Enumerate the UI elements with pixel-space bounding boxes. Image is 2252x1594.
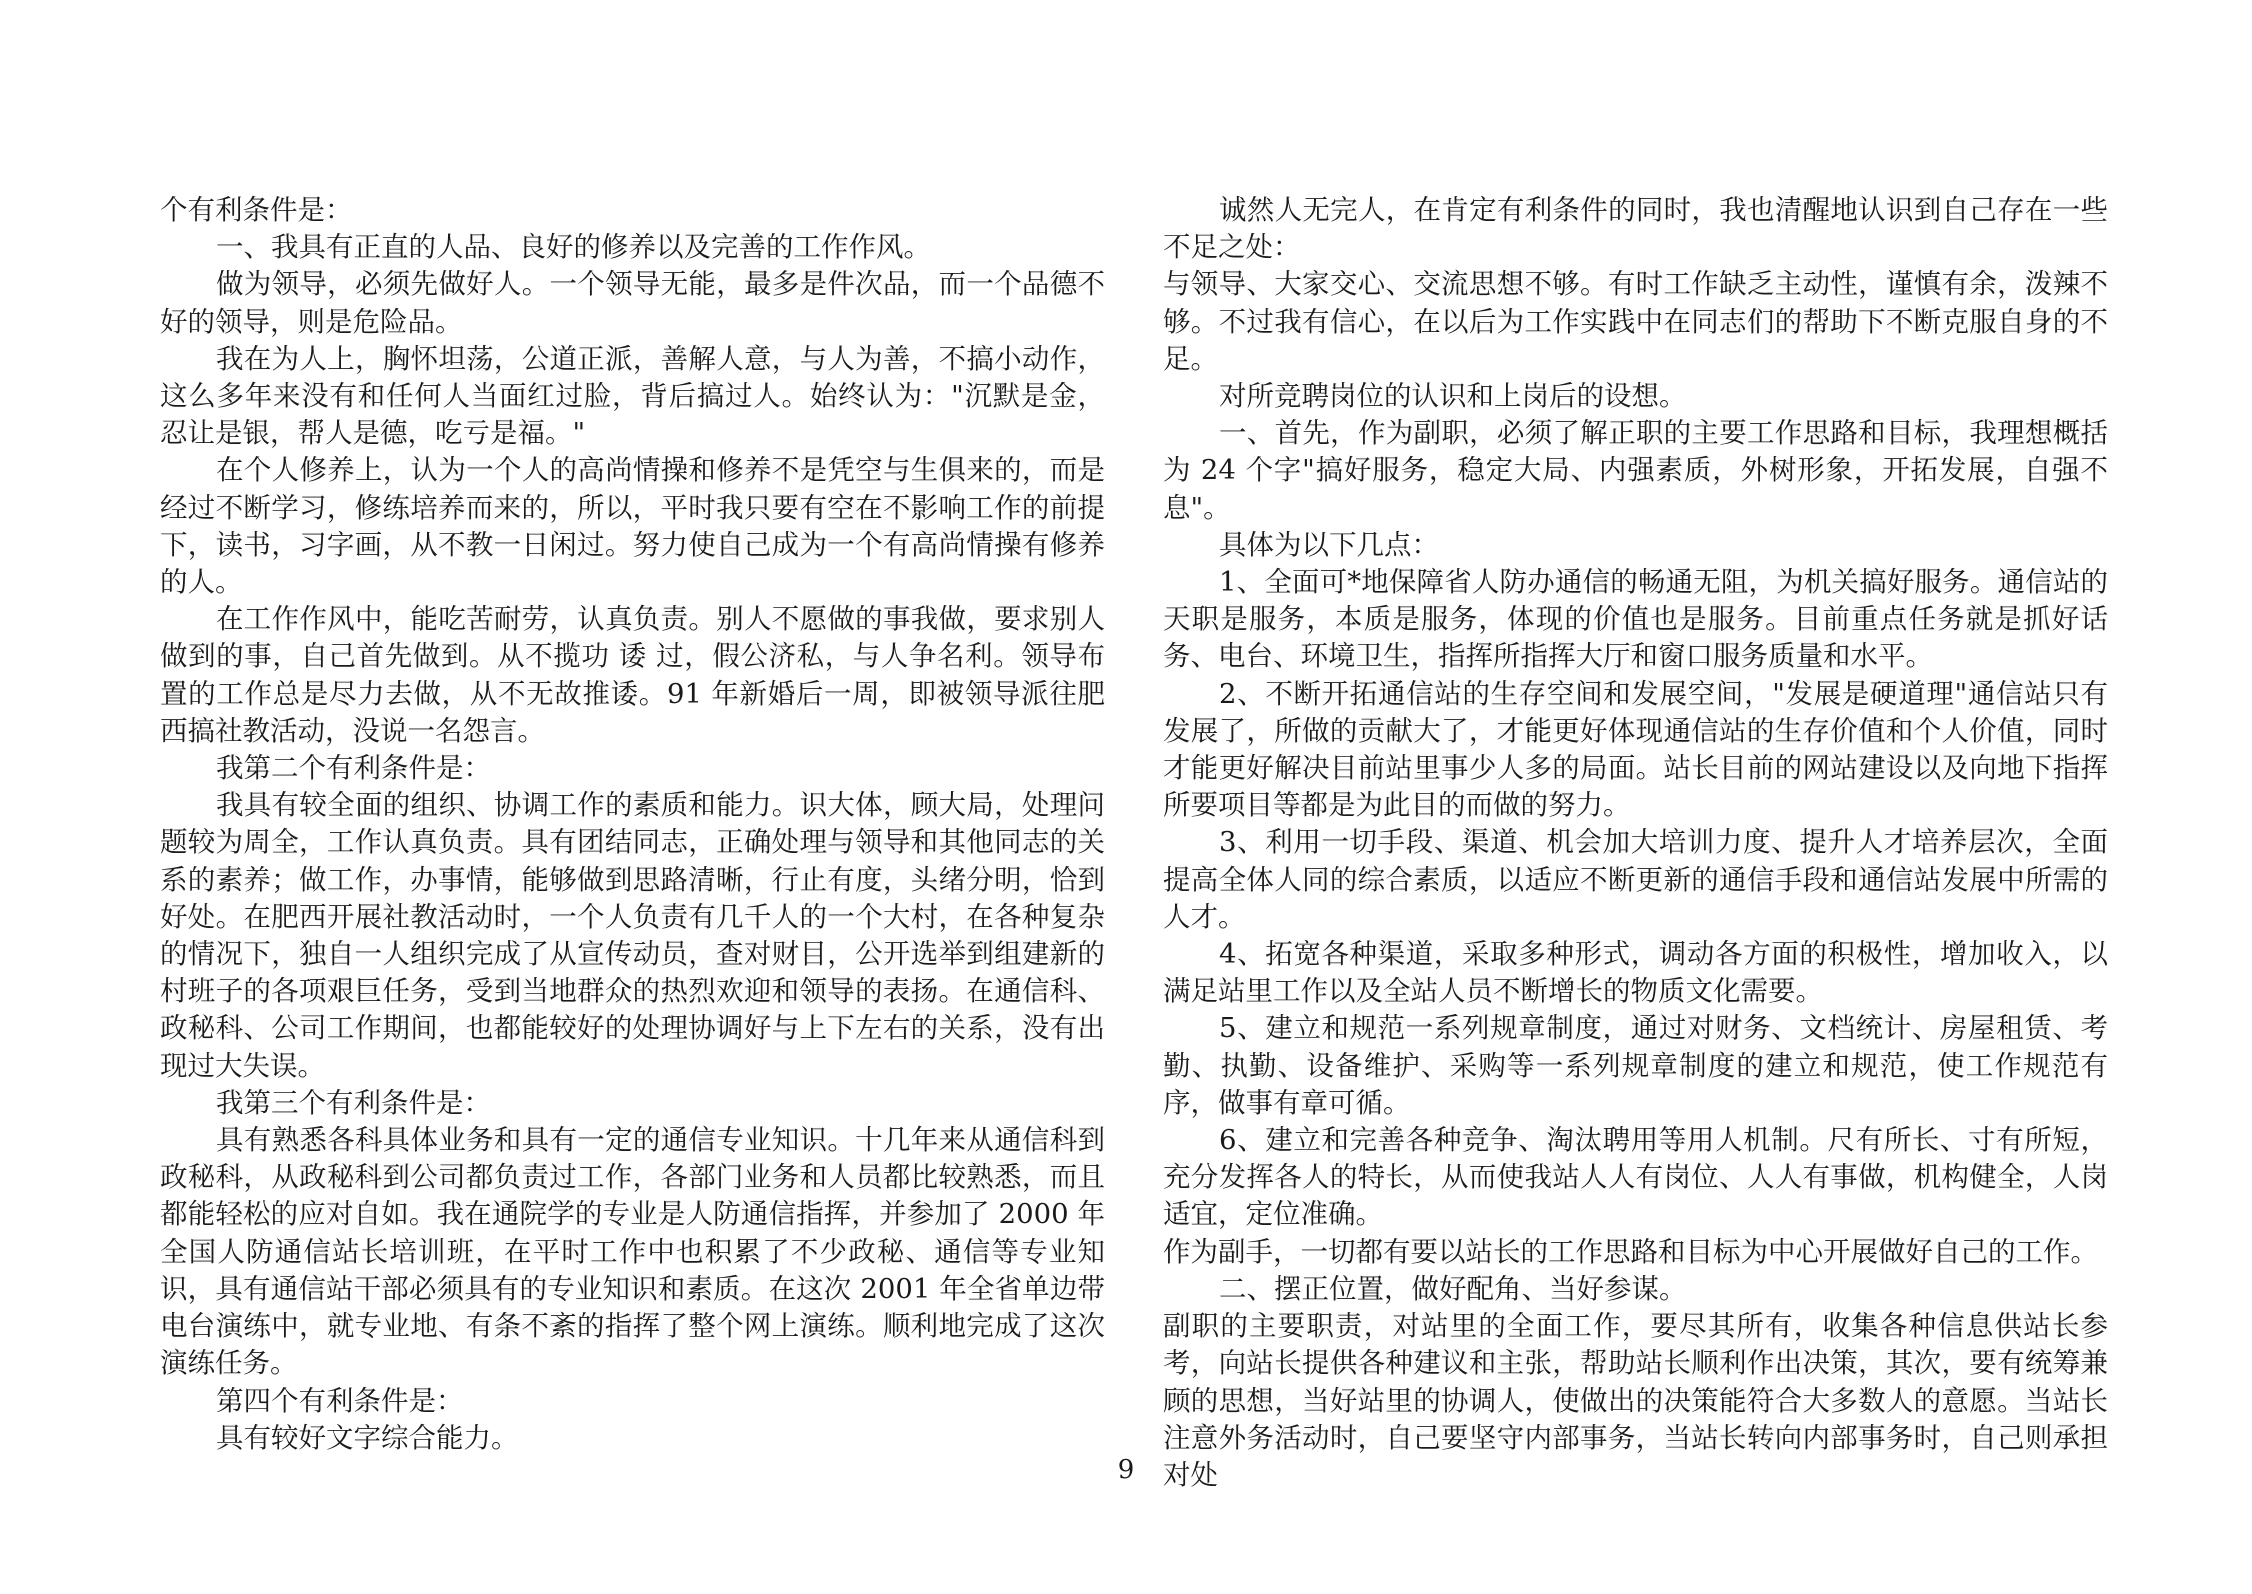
- paragraph: 2、不断开拓通信站的生存空间和发展空间，"发展是硬道理"通信站只有发展了，所做的贡献大了，才能更好体现通信站的生存价值和个人价值，同时才能更好解决目前站里事少人多的局面。站长目前的网站建设以及向地下指挥所要项目等都是为此目的而做的努力。: [1163, 677, 2108, 822]
- paragraph: 对所竞聘岗位的认识和上岗后的设想。: [1219, 380, 1687, 413]
- paragraph: 1、全面可*地保障省人防办通信的畅通无阻，为机关搞好服务。通信站的天职是服务，本质是服务，体现的价值也是服务。目前重点任务就是抓好话务、电台、环境卫生，指挥所指挥大厅和窗口服务质量和水平。: [1163, 566, 2108, 673]
- paragraph: 我具有较全面的组织、协调工作的素质和能力。识大体，顾大局，处理问题较为周全，工作认真负责。具有团结同志，正确处理与领导和其他同志的关系的素养；做工作，办事情，能够做到思路清晰，行止有度，头绪分明，恰到好处。在肥西开展社教活动时，一个人负责有几千人的一个大村，在各种复杂的情况下，独自一人组织完成了从宣传动员，查对财目，公开选举到组建新的村班子的各项艰巨任务，受到当地群众的热烈欢迎和领导的表扬。在通信科、政秘科、公司工作期间，也都能较好的处理协调好与上下左右的关系，没有出现过大失误。: [160, 789, 1105, 1082]
- paragraph: 我第二个有利条件是：: [216, 752, 491, 785]
- paragraph: 5、建立和规范一系列规章制度，通过对财务、文档统计、房屋租赁、考勤、执勤、设备维护、采购等一系列规章制度的建立和规范，使工作规范有序，做事有章可循。: [1163, 1012, 2108, 1119]
- paragraph: 个有利条件是：: [160, 194, 353, 226]
- paragraph: 我在为人上，胸怀坦荡，公道正派，善解人意，与人为善，不搞小动作，这么多年来没有和任何人当面红过脸，背后搞过人。始终认为："沉默是金，忍让是银，帮人是德，吃亏是福。": [160, 342, 1105, 450]
- paragraph: 在工作作风中，能吃苦耐劳，认真负责。别人不愿做的事我做，要求别人做到的事，自己首先做到。从不揽功 诿 过，假公济私，与人争名利。领导布置的工作总是尽力去做，从不无故推诿。91 年新婚后一周，即被领导派往肥西搞社教活动，没说一名怨言。: [160, 603, 1105, 747]
- paragraph: 我第三个有利条件是：: [216, 1086, 491, 1119]
- paragraph: 一、我具有正直的人品、良好的修养以及完善的工作作风。: [216, 231, 931, 264]
- paragraph: 与领导、大家交心、交流思想不够。有时工作缺乏主动性，谨慎有余，泼辣不够。不过我有信心，在以后为工作实践中在同志们的帮助下不断克服自身的不足。: [1163, 268, 2108, 375]
- paragraph: 做为领导，必须先做好人。一个领导无能，最多是件次品，而一个品德不好的领导，则是危险品。: [160, 268, 1105, 338]
- paragraph: 具有熟悉各科具体业务和具有一定的通信专业知识。十几年来从通信科到政秘科，从政秘科到公司都负责过工作，各部门业务和人员都比较熟悉，而且都能轻松的应对自如。我在通院学的专业是人防通信指挥，并参加了 2000 年全国人防通信站长培训班，在平时工作中也积累了不少政秘、通信等专业知识，具有通信站干部必须具有的专业知识和素质。在这次 2001 年全省单边带电台演练中，就专业地、有条不紊的指挥了整个网上演练。顺利地完成了这次演练任务。: [160, 1124, 1105, 1380]
- paragraph: 二、摆正位置，做好配角、当好参谋。: [1219, 1272, 1687, 1305]
- paragraph: 在个人修养上，认为一个人的高尚情操和修养不是凭空与生俱来的，而是经过不断学习，修练培养而来的，所以，平时我只要有空在不影响工作的前提下，读书，习字画，从不教一日闲过。努力使自己成为一个有高尚情操有修养的人。: [160, 454, 1105, 599]
- paragraph: 6、建立和完善各种竞争、淘汰聘用等用人机制。尺有所长、寸有所短，充分发挥各人的特长，从而使我站人人有岗位、人人有事做，机构健全，人岗适宜，定位准确。: [1163, 1124, 2108, 1231]
- paragraph: 4、拓宽各种渠道，采取多种形式，调动各方面的积极性，增加收入，以满足站里工作以及全站人员不断增长的物质文化需要。: [1163, 938, 2108, 1008]
- paragraph: 具体为以下几点：: [1219, 528, 1439, 561]
- left-column: [160, 192, 1105, 1457]
- paragraph: 第四个有利条件是：: [216, 1384, 464, 1417]
- paragraph: 作为副手，一切都有要以站长的工作思路和目标为中心开展做好自己的工作。: [1163, 1235, 2098, 1268]
- paragraph: 具有较好文字综合能力。: [216, 1421, 519, 1454]
- right-column: [1163, 192, 2108, 1494]
- paragraph: 诚然人无完人，在肯定有利条件的同时，我也清醒地认识到自己存在一些不足之处：: [1163, 194, 2108, 264]
- paragraph: 副职的主要职责，对站里的全面工作，要尽其所有，收集各种信息供站长参考，向站长提供各种建议和主张，帮助站长顺利作出决策，其次，要有统筹兼顾的思想，当好站里的协调人，使做出的决策能符合大多数人的意愿。当站长注意外务活动时，自己要坚守内部事务，当站长转向内部事务时，自己则承担对处: [1163, 1310, 2108, 1491]
- page-number: 9: [1117, 1455, 1135, 1485]
- paragraph: 一、首先，作为副职，必须了解正职的主要工作思路和目标，我理想概括为 24 个字"搞好服务，稳定大局、内强素质，外树形象，开拓发展，自强不息"。: [1163, 417, 2108, 524]
- paragraph: 3、利用一切手段、渠道、机会加大培训力度、提升人才培养层次，全面提高全体人同的综合素质，以适应不断更新的通信手段和通信站发展中所需的人才。: [1163, 826, 2108, 933]
